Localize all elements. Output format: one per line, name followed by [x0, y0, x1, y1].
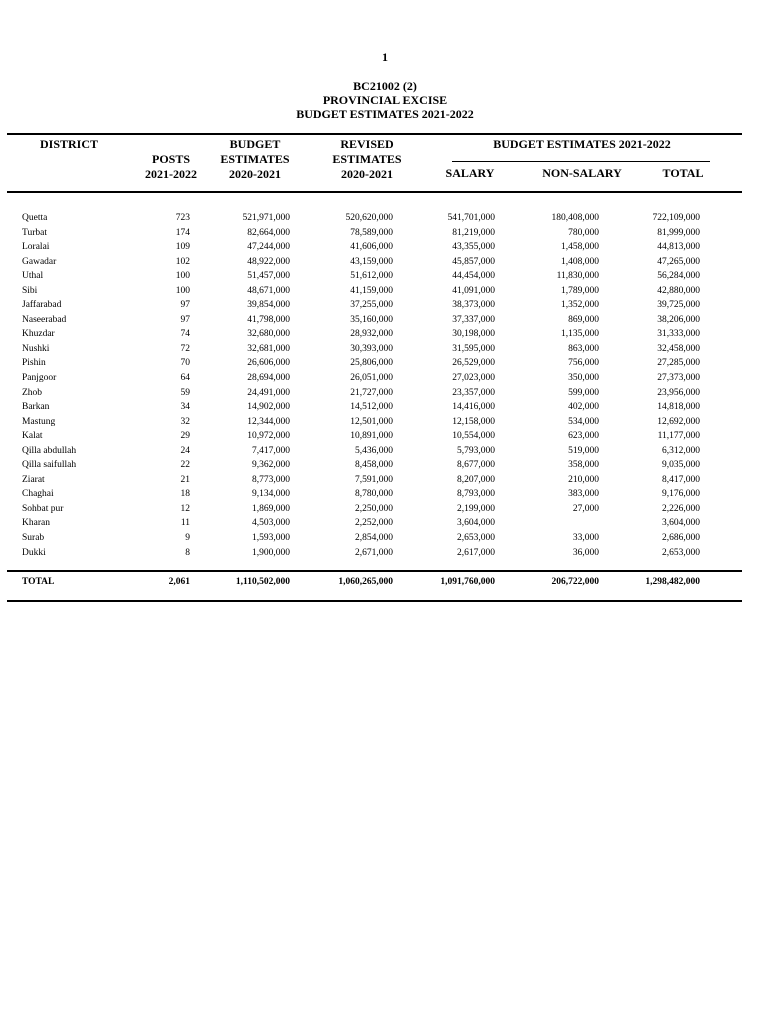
budget-cell: 41,798,000 — [247, 314, 290, 325]
posts-cell: 24 — [180, 445, 190, 456]
salary-cell: 541,701,000 — [447, 213, 495, 223]
table-row — [0, 487, 770, 502]
total-cell: 31,333,000 — [657, 329, 700, 340]
revised-cell: 26,051,000 — [350, 373, 393, 384]
document-header — [0, 79, 770, 121]
table-row — [0, 255, 770, 270]
revised-cell: 8,780,000 — [355, 489, 393, 500]
salary-cell: 8,207,000 — [457, 474, 495, 485]
total-cell: 2,226,000 — [662, 503, 700, 514]
table-row — [0, 269, 770, 284]
salary-cell: 38,373,000 — [452, 300, 495, 311]
salary-cell: 8,677,000 — [457, 460, 495, 471]
posts-header: POSTS 2021-2022 — [145, 152, 197, 181]
revised-cell: 12,501,000 — [350, 416, 393, 427]
posts-cell: 102 — [175, 256, 190, 267]
total-cell: 38,206,000 — [657, 314, 700, 325]
budget-cell: 24,491,000 — [247, 387, 290, 398]
total-cell: 722,109,000 — [652, 213, 700, 223]
nonsalary-cell: 534,000 — [568, 416, 599, 427]
salary-cell: 30,198,000 — [452, 329, 495, 340]
salary-cell: 45,857,000 — [452, 256, 495, 267]
revised-cell: 520,620,000 — [345, 213, 393, 223]
revised-cell: 41,606,000 — [350, 242, 393, 253]
revised-cell: 43,159,000 — [350, 256, 393, 267]
total-cell: 44,813,000 — [657, 242, 700, 253]
posts-cell: 21 — [180, 474, 190, 485]
revised-cell: 41,159,000 — [350, 285, 393, 296]
table-row — [0, 226, 770, 241]
budget-cell: 4,503,000 — [252, 518, 290, 529]
district-rows — [0, 211, 770, 560]
district-cell: Gawadar — [22, 256, 57, 267]
district-cell: Sibi — [22, 285, 38, 296]
document-title: BUDGET ESTIMATES 2021-2022 — [296, 107, 474, 121]
district-cell: Qilla abdullah — [22, 445, 77, 456]
nonsalary-cell: 623,000 — [568, 431, 599, 442]
total-cell: 11,177,000 — [657, 431, 700, 442]
table-row — [0, 502, 770, 517]
posts-cell: 74 — [180, 329, 190, 340]
total-cell: 47,265,000 — [657, 256, 700, 267]
nonsalary-cell: 27,000 — [572, 503, 599, 514]
salary-cell: 10,554,000 — [452, 431, 495, 442]
revised-estimates-header: REVISED ESTIMATES 2020-2021 — [332, 137, 402, 181]
district-cell: Khuzdar — [22, 329, 55, 340]
totals-nonsalary: 206,722,000 — [551, 577, 599, 587]
budget-cell: 7,417,000 — [252, 445, 290, 456]
district-cell: Turbat — [22, 227, 47, 238]
revised-cell: 51,612,000 — [350, 271, 393, 282]
table-row — [0, 356, 770, 371]
district-cell: Chaghai — [22, 489, 54, 500]
totals-total: 1,298,482,000 — [645, 577, 700, 587]
district-cell: Barkan — [22, 402, 50, 413]
table-row — [0, 284, 770, 299]
salary-cell: 2,653,000 — [457, 533, 495, 544]
posts-cell: 109 — [175, 242, 190, 253]
nonsalary-cell: 1,352,000 — [561, 300, 599, 311]
totals-row — [0, 575, 770, 589]
budget-cell: 48,922,000 — [247, 256, 290, 267]
salary-cell: 3,604,000 — [457, 518, 495, 529]
total-cell: 42,880,000 — [657, 285, 700, 296]
posts-cell: 18 — [180, 489, 190, 500]
totals-revised: 1,060,265,000 — [338, 577, 393, 587]
totals-top-rule — [7, 570, 742, 572]
nonsalary-cell: 11,830,000 — [556, 271, 599, 282]
table-row — [0, 473, 770, 488]
table-row — [0, 240, 770, 255]
posts-cell: 97 — [180, 300, 190, 311]
revised-cell: 2,854,000 — [355, 533, 393, 544]
revised-cell: 28,932,000 — [350, 329, 393, 340]
revised-cell: 35,160,000 — [350, 314, 393, 325]
posts-cell: 97 — [180, 314, 190, 325]
table-row — [0, 444, 770, 459]
group-header-rule — [452, 161, 710, 162]
budget-cell: 8,773,000 — [252, 474, 290, 485]
posts-cell: 64 — [180, 373, 190, 384]
department-name: PROVINCIAL EXCISE — [322, 93, 448, 107]
posts-cell: 12 — [180, 503, 190, 514]
posts-cell: 59 — [180, 387, 190, 398]
table-row — [0, 386, 770, 401]
table-row — [0, 458, 770, 473]
budget-cell: 9,362,000 — [252, 460, 290, 471]
budget-cell: 47,244,000 — [247, 242, 290, 253]
revised-cell: 14,512,000 — [350, 402, 393, 413]
table-row — [0, 342, 770, 357]
district-cell: Sohbat pur — [22, 503, 64, 514]
salary-header: SALARY — [445, 166, 495, 180]
nonsalary-cell: 519,000 — [568, 445, 599, 456]
total-cell: 9,035,000 — [662, 460, 700, 471]
district-cell: Jaffarabad — [22, 300, 62, 311]
nonsalary-cell: 756,000 — [568, 358, 599, 369]
table-row — [0, 298, 770, 313]
salary-cell: 27,023,000 — [452, 373, 495, 384]
table-row — [0, 327, 770, 342]
posts-cell: 29 — [180, 431, 190, 442]
total-cell: 32,458,000 — [657, 343, 700, 354]
revised-cell: 2,252,000 — [355, 518, 393, 529]
salary-cell: 31,595,000 — [452, 343, 495, 354]
total-cell: 39,725,000 — [657, 300, 700, 311]
budget-cell: 51,457,000 — [247, 271, 290, 282]
budget-cell: 82,664,000 — [247, 227, 290, 238]
table-row — [0, 415, 770, 430]
posts-cell: 22 — [180, 460, 190, 471]
revised-cell: 2,250,000 — [355, 503, 393, 514]
total-cell: 3,604,000 — [662, 518, 700, 529]
budget-cell: 14,902,000 — [247, 402, 290, 413]
budget-cell: 1,900,000 — [252, 547, 290, 558]
district-cell: Surab — [22, 533, 45, 544]
posts-cell: 72 — [180, 343, 190, 354]
totals-bottom-rule — [7, 600, 742, 602]
totals-salary: 1,091,760,000 — [440, 577, 495, 587]
nonsalary-cell: 1,408,000 — [561, 256, 599, 267]
nonsalary-cell: 36,000 — [572, 547, 599, 558]
nonsalary-cell: 863,000 — [568, 343, 599, 354]
nonsalary-cell: 383,000 — [568, 489, 599, 500]
budget-cell: 32,681,000 — [247, 343, 290, 354]
budget-cell: 32,680,000 — [247, 329, 290, 340]
totals-label: TOTAL — [22, 577, 55, 587]
revised-cell: 7,591,000 — [355, 474, 393, 485]
budget-cell: 26,606,000 — [247, 358, 290, 369]
posts-cell: 34 — [180, 402, 190, 413]
total-cell: 56,284,000 — [657, 271, 700, 282]
posts-cell: 100 — [175, 271, 190, 282]
table-row — [0, 516, 770, 531]
posts-cell: 174 — [175, 227, 190, 238]
budget-estimates-group-header: BUDGET ESTIMATES 2021-2022 — [493, 137, 671, 151]
table-row — [0, 313, 770, 328]
total-cell: 8,417,000 — [662, 474, 700, 485]
district-cell: Quetta — [22, 213, 48, 223]
totals-posts: 2,061 — [168, 577, 190, 587]
district-cell: Mastung — [22, 416, 56, 427]
nonsalary-cell: 1,458,000 — [561, 242, 599, 253]
salary-cell: 12,158,000 — [452, 416, 495, 427]
table-row — [0, 371, 770, 386]
district-cell: Nushki — [22, 343, 50, 354]
revised-cell: 10,891,000 — [350, 431, 393, 442]
totals-budget: 1,110,502,000 — [235, 577, 290, 587]
nonsalary-cell: 350,000 — [568, 373, 599, 384]
budget-cell: 12,344,000 — [247, 416, 290, 427]
district-cell: Panjgoor — [22, 373, 57, 384]
total-cell: 9,176,000 — [662, 489, 700, 500]
revised-cell: 8,458,000 — [355, 460, 393, 471]
total-cell: 14,818,000 — [657, 402, 700, 413]
revised-cell: 37,255,000 — [350, 300, 393, 311]
revised-cell: 78,589,000 — [350, 227, 393, 238]
nonsalary-cell: 33,000 — [572, 533, 599, 544]
nonsalary-cell: 780,000 — [568, 227, 599, 238]
district-cell: Qilla saifullah — [22, 460, 77, 471]
posts-cell: 8 — [185, 547, 190, 558]
posts-cell: 11 — [180, 518, 190, 529]
district-cell: Kharan — [22, 518, 50, 529]
district-cell: Pishin — [22, 358, 46, 369]
budget-cell: 28,694,000 — [247, 373, 290, 384]
total-cell: 12,692,000 — [657, 416, 700, 427]
salary-cell: 8,793,000 — [457, 489, 495, 500]
posts-cell: 32 — [180, 416, 190, 427]
total-cell: 2,686,000 — [662, 533, 700, 544]
total-cell: 2,653,000 — [662, 547, 700, 558]
salary-cell: 14,416,000 — [452, 402, 495, 413]
nonsalary-cell: 1,789,000 — [561, 285, 599, 296]
nonsalary-cell: 180,408,000 — [551, 213, 599, 223]
revised-cell: 30,393,000 — [350, 343, 393, 354]
nonsalary-cell: 402,000 — [568, 402, 599, 413]
revised-cell: 5,436,000 — [355, 445, 393, 456]
budget-cell: 10,972,000 — [247, 431, 290, 442]
nonsalary-cell: 1,135,000 — [561, 329, 599, 340]
salary-cell: 23,357,000 — [452, 387, 495, 398]
non-salary-header: NON-SALARY — [542, 166, 622, 180]
nonsalary-cell: 869,000 — [568, 314, 599, 325]
budget-cell: 521,971,000 — [242, 213, 290, 223]
district-header: DISTRICT — [40, 137, 99, 151]
posts-cell: 100 — [175, 285, 190, 296]
salary-cell: 26,529,000 — [452, 358, 495, 369]
budget-cell: 1,593,000 — [252, 533, 290, 544]
posts-cell: 9 — [185, 533, 190, 544]
table-row — [0, 400, 770, 415]
table-row — [0, 546, 770, 561]
district-cell: Kalat — [22, 431, 43, 442]
budget-cell: 9,134,000 — [252, 489, 290, 500]
header-top-rule — [7, 133, 742, 135]
salary-cell: 41,091,000 — [452, 285, 495, 296]
budget-cell: 39,854,000 — [247, 300, 290, 311]
salary-cell: 43,355,000 — [452, 242, 495, 253]
revised-cell: 25,806,000 — [350, 358, 393, 369]
salary-cell: 5,793,000 — [457, 445, 495, 456]
district-cell: Ziarat — [22, 474, 45, 485]
revised-cell: 21,727,000 — [350, 387, 393, 398]
header-bottom-rule — [7, 191, 742, 193]
salary-cell: 81,219,000 — [452, 227, 495, 238]
table-row — [0, 531, 770, 546]
district-cell: Loralai — [22, 242, 50, 253]
nonsalary-cell: 358,000 — [568, 460, 599, 471]
budget-cell: 1,869,000 — [252, 503, 290, 514]
salary-cell: 44,454,000 — [452, 271, 495, 282]
document-code: BC21002 (2) — [353, 79, 417, 93]
nonsalary-cell: 599,000 — [568, 387, 599, 398]
total-cell: 81,999,000 — [657, 227, 700, 238]
page-number: 1 — [382, 50, 388, 64]
salary-cell: 2,617,000 — [457, 547, 495, 558]
district-cell: Naseerabad — [22, 314, 67, 325]
revised-cell: 2,671,000 — [355, 547, 393, 558]
total-cell: 23,956,000 — [657, 387, 700, 398]
salary-cell: 37,337,000 — [452, 314, 495, 325]
total-cell: 27,285,000 — [657, 358, 700, 369]
total-header: TOTAL — [662, 166, 704, 180]
nonsalary-cell: 210,000 — [568, 474, 599, 485]
table-row — [0, 429, 770, 444]
budget-cell: 48,671,000 — [247, 285, 290, 296]
table-row — [0, 211, 770, 226]
district-cell: Uthal — [22, 271, 44, 282]
total-cell: 27,373,000 — [657, 373, 700, 384]
posts-cell: 70 — [180, 358, 190, 369]
total-cell: 6,312,000 — [662, 445, 700, 456]
budget-estimates-header: BUDGET ESTIMATES 2020-2021 — [220, 137, 290, 181]
district-cell: Zhob — [22, 387, 43, 398]
district-cell: Dukki — [22, 547, 46, 558]
posts-cell: 723 — [175, 213, 190, 223]
salary-cell: 2,199,000 — [457, 503, 495, 514]
